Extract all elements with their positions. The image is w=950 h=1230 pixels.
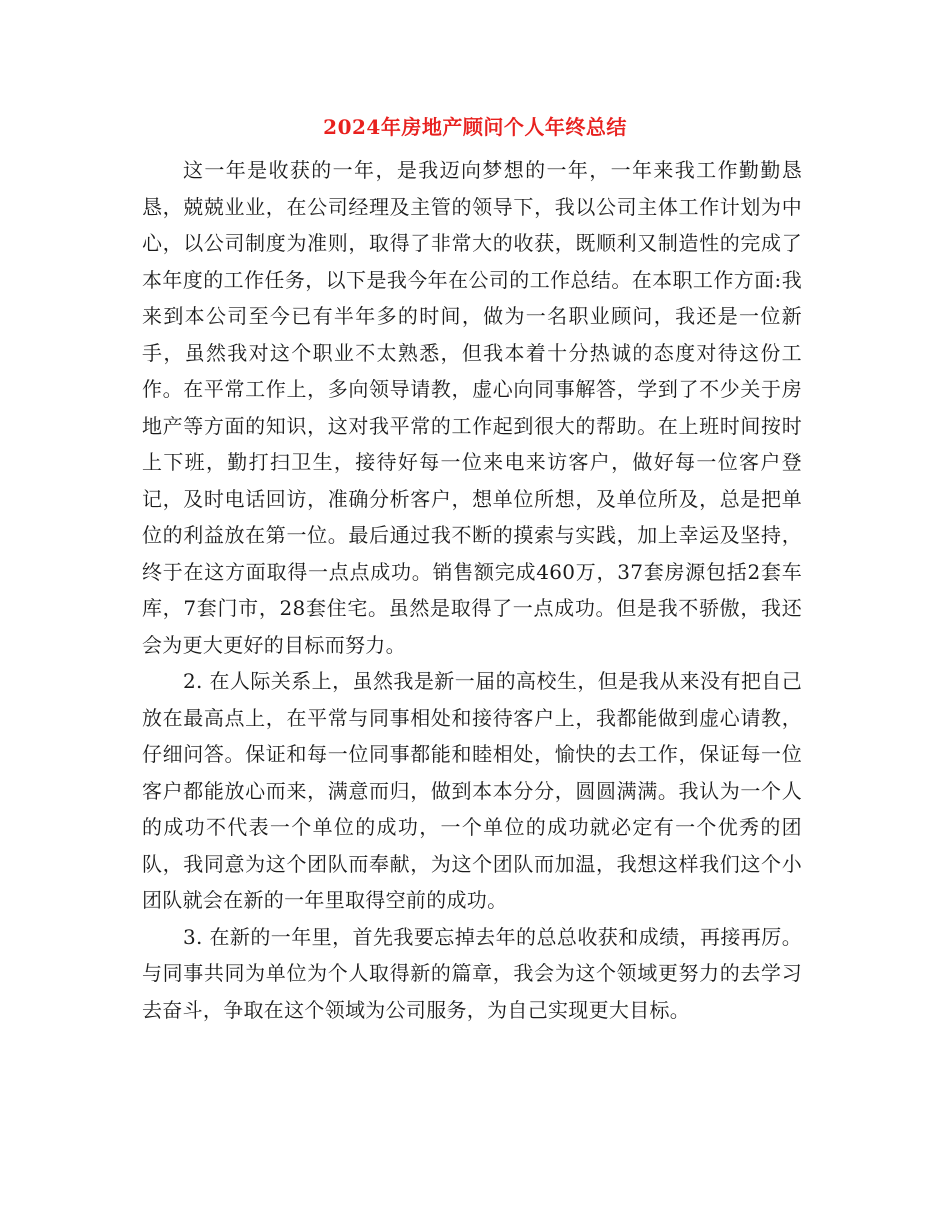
paragraph-relationships: 2. 在人际关系上，虽然我是新一届的高校生，但是我从来没有把自己放在最高点上，在平常与同事相处和接待客户上，我都能做到虚心请教，仔细问答。保证和每一位同事都能和睦相处，愉快的去工作，保证每一位客户都能放心而来，满意而归，做到本本分分，圆圆满满。我认为一个人的成功不代表一个单位的成功，一个单位的成功就必定有一个优秀的团队，我同意为这个团队而奉献，为这个团队而加温，我想这样我们这个小团队就会在新的一年里取得空前的成功。 bbox=[142, 669, 802, 912]
paragraph-summary: 这一年是收获的一年，是我迈向梦想的一年，一年来我工作勤勤恳恳，兢兢业业，在公司经理及主管的领导下，我以公司主体工作计划为中心，以公司制度为准则，取得了非常大的收获，既顺利又制造性的完成了本年度的工作任务，以下是我今年在公司的工作总结。在本职工作方面:我来到本公司至今已有半年多的时间，做为一名职业顾问，我还是一位新手，虽然我对这个职业不太熟悉，但我本着十分热诚的态度对待这份工作。在平常工作上，多向领导请教，虚心向同事解答，学到了不少关于房地产等方面的知识，这对我平常的工作起到很大的帮助。在上班时间按时上下班，勤打扫卫生，接待好每一位来电来访客户，做好每一位客户登记，及时电话回访，准确分析客户，想单位所想，及单位所及，总是把单位的利益放在第一位。最后通过我不断的摸索与实践，加上幸运及坚持，终于在这方面取得一点点成功。销售额完成460万，37套房源包括2套车库，7套门市，28套住宅。虽然是取得了一点成功。但是我不骄傲，我还会为更大更好的目标而努力。 bbox=[142, 158, 802, 657]
paragraph-new-year: 3. 在新的一年里，首先我要忘掉去年的总总收获和成绩，再接再厉。与同事共同为单位为个人取得新的篇章，我会为这个领域更努力的去学习去奋斗，争取在这个领域为公司服务，为自己实现更大目标。 bbox=[142, 924, 802, 1022]
document-body bbox=[142, 152, 802, 1028]
document-title: 2024年房地产顾问个人年终总结 bbox=[323, 115, 627, 139]
